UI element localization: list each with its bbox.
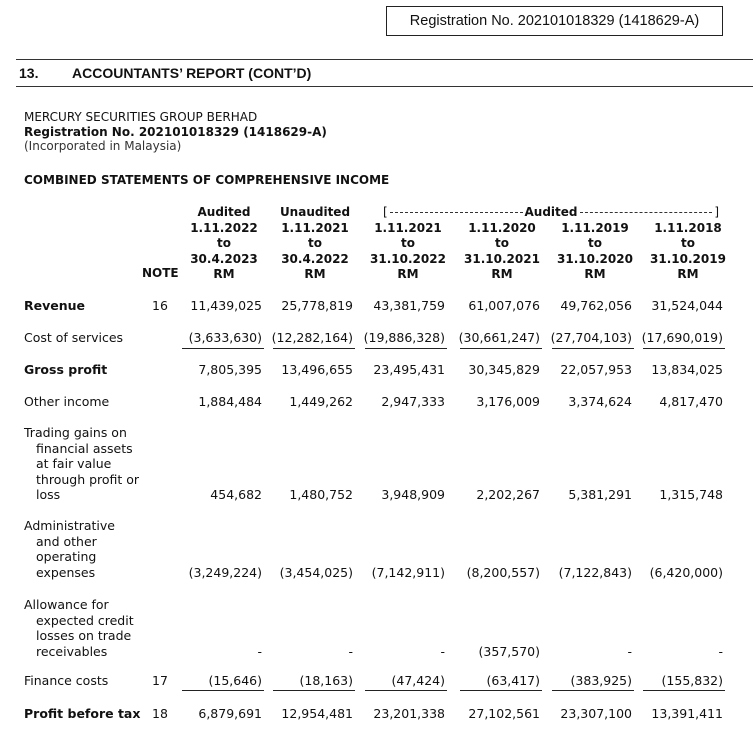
finance-costs-underline: [273, 690, 355, 691]
banner-left-bracket: [: [383, 205, 388, 219]
cell-value: (6,420,000): [649, 564, 723, 580]
section-heading: [16, 59, 753, 87]
cell-value: 1,480,752: [289, 487, 353, 502]
row-label-line: and other: [36, 533, 97, 549]
row-note: 17: [152, 673, 168, 688]
row-label-line: Other income: [24, 394, 110, 409]
row-label: [24, 330, 123, 346]
finance-costs-underline: [182, 690, 264, 691]
row-label-line: financial assets: [36, 440, 133, 456]
cell-value: (15,646): [208, 673, 262, 688]
column-header-from: 1.11.2020: [468, 220, 536, 235]
cell-value: 4,817,470: [659, 394, 723, 409]
section-title: ACCOUNTANTS’ REPORT (CONT’D): [72, 65, 312, 81]
cell-value: 13,391,411: [651, 706, 723, 721]
row-label-line: operating: [36, 549, 97, 564]
row-label-line: Profit before tax: [24, 706, 141, 721]
cell-value: 454,682: [210, 487, 262, 502]
audited-banner-label: Audited: [524, 205, 578, 219]
column-header-to-word: to: [681, 236, 695, 250]
cost-of-services-underline: [460, 348, 542, 349]
cell-value: 49,762,056: [560, 298, 632, 313]
column-header-to: 31.10.2021: [464, 251, 540, 266]
cell-value: (17,690,019): [641, 330, 723, 345]
column-header-to: 31.10.2019: [650, 251, 726, 266]
cell-value: 23,495,431: [373, 362, 445, 377]
row-label-line: through profit or: [36, 471, 140, 487]
column-header-unit: RM: [677, 267, 699, 281]
row-label-line: at fair value: [36, 456, 112, 471]
column-header-from: 1.11.2022: [190, 220, 258, 235]
cell-value: (357,570): [478, 643, 540, 659]
finance-costs-underline: [460, 690, 542, 691]
cell-value: 6,879,691: [198, 706, 262, 721]
row-label-line: expected credit: [36, 612, 134, 628]
company-block: [24, 110, 327, 154]
cell-value: -: [257, 643, 262, 659]
row-label: [24, 706, 140, 722]
company-incorporation: (Incorporated in Malaysia): [24, 139, 182, 153]
column-header-unit: RM: [584, 267, 606, 281]
column-header: [454, 205, 550, 283]
column-header-to-word: to: [401, 236, 415, 250]
column-header: [547, 205, 643, 283]
column-header-from: 1.11.2018: [654, 220, 722, 235]
row-note: 18: [152, 706, 168, 721]
row-note: 16: [152, 298, 168, 313]
column-header-unit: RM: [304, 267, 326, 281]
cost-of-services-underline: [273, 348, 355, 349]
cell-value: (3,454,025): [279, 564, 353, 580]
cell-value: (3,249,224): [188, 564, 262, 580]
column-header-unit: RM: [397, 267, 419, 281]
cell-value: (7,142,911): [371, 564, 445, 580]
row-label-line: Cost of services: [24, 330, 124, 345]
cell-value: 23,307,100: [560, 706, 632, 721]
cell-value: 1,315,748: [659, 487, 723, 502]
finance-costs-underline: [365, 690, 447, 691]
row-label: [24, 298, 85, 314]
cell-value: 25,778,819: [281, 298, 353, 313]
cell-value: (3,633,630): [188, 330, 262, 345]
note-column-header: NOTE: [142, 266, 179, 280]
cell-value: -: [627, 643, 632, 659]
cell-value: (383,925): [570, 673, 632, 688]
row-label: [24, 518, 115, 580]
row-label-line: expenses: [36, 564, 96, 580]
row-label-line: Revenue: [24, 298, 86, 313]
row-label: [24, 394, 109, 410]
row-label-line: receivables: [36, 643, 108, 659]
cell-value: (8,200,557): [466, 564, 540, 580]
column-header-to: 31.10.2020: [557, 251, 633, 266]
column-header-to-word: to: [308, 236, 322, 250]
cost-of-services-underline: [365, 348, 447, 349]
cell-value: 13,834,025: [651, 362, 723, 377]
company-registration: Registration No. 202101018329 (1418629-A): [24, 124, 327, 139]
column-header-from: 1.11.2021: [281, 220, 349, 235]
column-header-status: Audited: [197, 205, 251, 219]
row-label: [24, 425, 139, 503]
column-header-to-word: to: [495, 236, 509, 250]
cell-value: 22,057,953: [560, 362, 632, 377]
cost-of-services-underline: [643, 348, 725, 349]
row-label: [24, 362, 107, 378]
cell-value: 3,948,909: [381, 487, 445, 502]
cell-value: 1,884,484: [198, 394, 262, 409]
cell-value: (47,424): [391, 673, 445, 688]
column-header-status: [640, 205, 736, 221]
column-header-status: [360, 205, 456, 221]
cell-value: 3,374,624: [568, 394, 632, 409]
cell-value: 43,381,759: [373, 298, 445, 313]
cell-value: (7,122,843): [558, 564, 632, 580]
column-header: [640, 205, 736, 283]
cell-value: (18,163): [299, 673, 353, 688]
cell-value: (27,704,103): [550, 330, 632, 345]
column-header-to: 30.4.2022: [281, 251, 349, 266]
cell-value: 61,007,076: [468, 298, 540, 313]
section-number: 13.: [19, 65, 39, 81]
cell-value: -: [348, 643, 353, 659]
cell-value: (30,661,247): [458, 330, 540, 345]
cell-value: -: [440, 643, 445, 659]
column-header-status: Unaudited: [279, 205, 351, 219]
column-header-to-word: to: [217, 236, 231, 250]
cell-value: 3,176,009: [476, 394, 540, 409]
cell-value: 5,381,291: [568, 487, 632, 502]
column-header: [360, 205, 456, 283]
column-header-unit: RM: [491, 267, 513, 281]
row-label-line: losses on trade: [36, 628, 132, 643]
cell-value: 1,449,262: [289, 394, 353, 409]
statement-title: COMBINED STATEMENTS OF COMPREHENSIVE INCOME: [24, 173, 390, 187]
row-label-line: Trading gains on: [24, 425, 127, 440]
company-name: MERCURY SECURITIES GROUP BERHAD: [24, 110, 258, 124]
column-header-unit: RM: [213, 267, 235, 281]
registration-box: Registration No. 202101018329 (1418629-A): [386, 6, 723, 36]
column-header-from: 1.11.2021: [374, 220, 442, 235]
row-label: [24, 597, 134, 659]
cell-value: 2,947,333: [381, 394, 445, 409]
column-header-status: [547, 205, 643, 221]
column-header-to: 31.10.2022: [370, 251, 446, 266]
row-label-line: Administrative: [24, 518, 115, 533]
row-label-line: Gross profit: [24, 362, 108, 377]
cell-value: 31,524,044: [651, 298, 723, 313]
row-label: [24, 673, 108, 689]
cell-value: (63,417): [486, 673, 540, 688]
cell-value: (19,886,328): [363, 330, 445, 345]
cell-value: (12,282,164): [271, 330, 353, 345]
cell-value: 12,954,481: [281, 706, 353, 721]
cell-value: 11,439,025: [190, 298, 262, 313]
column-header-to: 30.4.2023: [190, 251, 258, 266]
cell-value: (155,832): [661, 673, 723, 688]
row-label-line: Finance costs: [24, 673, 109, 688]
column-header-to-word: to: [588, 236, 602, 250]
column-header-from: 1.11.2019: [561, 220, 629, 235]
finance-costs-underline: [643, 690, 725, 691]
banner-right-bracket: ]: [714, 205, 719, 219]
row-label-line: loss: [36, 487, 61, 502]
cost-of-services-underline: [552, 348, 634, 349]
column-header: [267, 205, 363, 283]
column-header: [176, 205, 272, 283]
cost-of-services-underline: [182, 348, 264, 349]
cell-value: 30,345,829: [468, 362, 540, 377]
cell-value: 7,805,395: [198, 362, 262, 377]
cell-value: 2,202,267: [476, 487, 540, 502]
row-label-line: Allowance for: [24, 597, 109, 612]
cell-value: -: [718, 643, 723, 659]
cell-value: 13,496,655: [281, 362, 353, 377]
cell-value: 23,201,338: [373, 706, 445, 721]
column-header-status: [454, 205, 550, 221]
finance-costs-underline: [552, 690, 634, 691]
cell-value: 27,102,561: [468, 706, 540, 721]
